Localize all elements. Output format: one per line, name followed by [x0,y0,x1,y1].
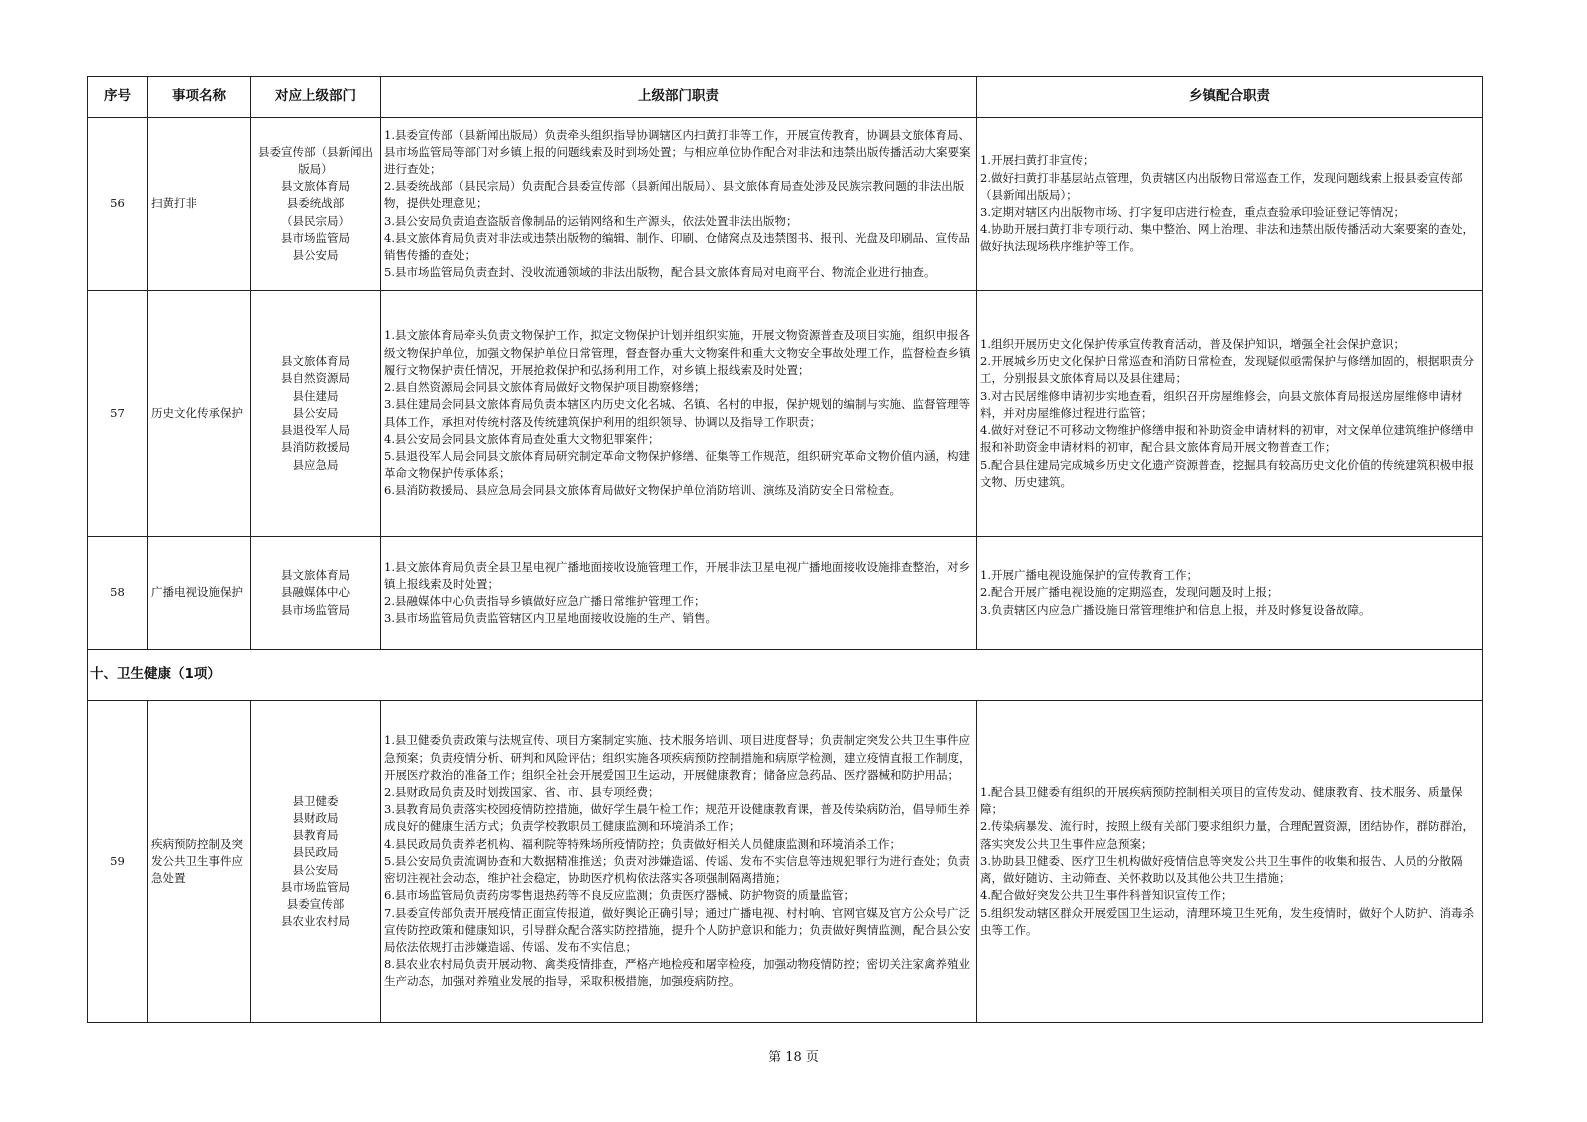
department-entry: 县财政局 [292,810,339,825]
section-title: 十、卫生健康（1项） [88,650,1483,701]
town-duty-item: 5.配合县住建局完成城乡历史文化遗产资源普查，挖掘具有较高历史文化价值的传统建筑积极申报文物、历史建筑。 [980,457,1474,489]
town-duty-item: 2.配合开展广播电视设施的定期巡查，发现问题及时上报； [980,585,1279,600]
town-duty-item: 4.配合做好突发公共卫生事件科普知识宣传工作； [980,888,1233,903]
header-duties: 上级部门职责 [381,77,977,118]
duty-item: 5.县退役军人局会同县文旅体育局研究制定革命文物保护修缮、征集等工作规范，组织研究革命文物价值内涵，构建革命文物保护传承体系； [384,448,970,481]
department-entry: 县市场监管局 [281,879,350,894]
duty-item: 1.县文旅体育局牵头负责文物保护工作，拟定文物保护计划并组织实施，开展文物资源普查及项目实施，组织申报各级文物保护单位，加强文物保护单位日常管理，督查督办重大文物案件和重大文物安全事故处理工作，监督检查乡镇履行文物保护责任情况，开展抢救保护和弘扬利用工作，对乡镇上报线索及时处置； [384,328,971,377]
superior-duties [381,291,977,537]
town-duty-item: 1.配合县卫健委有组织的开展疾病预防控制相关项目的宣传发动、健康教育、技术服务、质量保障； [980,785,1463,817]
page-number: 第 18 页 [768,1050,819,1065]
table-row [88,701,1483,1023]
town-duty-item: 3.协助县卫健委、医疗卫生机构做好疫情信息等突发公共卫生事件的收集和报告、人员的分散隔离，做好随访、主动筛查、关怀救助以及其他公共卫生措施； [980,853,1463,886]
duty-item: 4.县公安局会同县文旅体育局查处重大文物犯罪案件； [384,431,660,446]
duty-item: 1.县文旅体育局负责全县卫星电视广播地面接收设施管理工作，开展非法卫星电视广播地面接收设施排查整治，对乡镇上报线索及时处置； [384,559,970,591]
department-entry: 县委宣传部（县新闻出版局） [258,144,373,176]
town-duty-item: 4.做好对登记不可移动文物维护修缮申报和补助资金申请材料的初审，对文保单位建筑维护修缮申报和补助资金申请材料的初审，配合县文旅体育局开展文物普查工作； [980,423,1474,455]
department-entry: 县民政局 [292,845,339,860]
header-town-duties: 乡镇配合职责 [977,77,1483,118]
duty-item: 5.县公安局负责流调协查和大数据精准推送；负责对涉嫌造谣、传谣、发布不实信息等违规犯罪行为进行查处；负责密切注视社会动态，维护社会稳定，协助医疗机构依法落实各项强制隔离措施； [384,853,970,886]
department-entry: 县文旅体育局 [281,354,350,369]
row-number: 57 [88,291,148,537]
town-duty-item: 3.定期对辖区内出版物市场、打字复印店进行检查，重点查验承印验证登记等情况； [980,205,1405,219]
duty-item: 3.县市场监管局负责监管辖区内卫星地面接收设施的生产、销售。 [384,611,717,626]
department-entry: 县融媒体中心 [281,585,350,600]
duty-item: 4.县文旅体育局负责对非法或违禁出版物的编辑、制作、印刷、仓储窝点及违禁图书、报刊、光盘及印刷品、宣传品销售传播的查处； [384,230,970,262]
duty-item: 2.县委统战部（县民宗局）负责配合县委宣传部（县新闻出版局）、县文旅体育局查处涉及民族宗教问题的非法出版物，提供处理意见； [384,179,965,211]
table-header-row [88,77,1483,118]
department-entry: 县文旅体育局 [281,179,350,194]
town-duty-item: 1.组织开展历史文化保护传承宣传教育活动，普及保护知识，增强全社会保护意识； [980,337,1405,352]
header-department: 对应上级部门 [251,77,381,118]
town-duty-item: 5.组织发动辖区群众开展爱国卫生运动，清理环境卫生死角，发生疫情时，做好个人防护、消毒杀虫等工作。 [980,905,1474,937]
department-entry: 县市场监管局 [281,230,350,245]
item-name: 疾病预防控制及突发公共卫生事件应急处置 [148,701,251,1023]
table-row [88,291,1483,537]
department-entry: 县公安局 [292,862,339,877]
department-list [251,701,381,1023]
duty-item: 1.县卫健委负责政策与法规宣传、项目方案制定实施、技术服务培训、项目进度督导；负责制定突发公共卫生事件应急预案；负责疫情分析、研判和风险评估；组织实施各项疾病预防控制措施和病原学检测，建立疫情直报工作制度，开展医疗救治的准备工作；组织全社会开展爱国卫生运动，开展健康教育；储备应急药品、医疗器械和防护用品； [384,733,971,782]
duty-item: 3.县住建局会同县文旅体育局负责本辖区内历史文化名城、名镇、名村的申报，保护规划的编制与实施、监督管理等具体工作，承担对传统村落及传统建筑保护利用的组织领导、协调以及指导工作职责； [384,397,970,429]
superior-duties [381,537,977,650]
department-entry: 县应急局 [292,457,339,472]
duty-item: 7.县委宣传部负责开展疫情正面宣传报道，做好舆论正确引导；通过广播电视、村村响、官网官媒及官方公众号广泛宣传防控政策和健康知识，引导群众配合落实防控措施，提升个人防护意识和能力；负责做好舆情监测，配合县公安局依法依规打击涉嫌造谣、传谣、发布不实信息； [384,905,971,954]
department-entry: 县教育局 [292,828,339,843]
row-number: 58 [88,537,148,650]
duty-item: 2.县自然资源局会同县文旅体育局做好文物保护项目勘察修缮； [384,380,706,395]
town-duty-item: 4.协助开展扫黄打非专项行动、集中整治、网上治理、非法和违禁出版传播活动大案要案的查处，做好执法现场秩序维护等工作。 [980,222,1474,254]
row-number: 59 [88,701,148,1023]
department-list [251,291,381,537]
department-entry: 县委宣传部 [286,896,345,911]
duty-item: 6.县市场监管局负责药房零售退热药等不良反应监测；负责医疗器械、防护物资的质量监管； [384,888,855,903]
item-name: 扫黄打非 [148,118,251,291]
town-duties [977,118,1483,291]
department-list [251,537,381,650]
town-duty-item: 3.对古民居维修申请初步实地查看，组织召开房屋维修会，向县文旅体育局报送房屋维修申请材料，并对房屋维修过程进行监管； [980,388,1463,420]
department-entry: 县自然资源局 [281,371,350,386]
department-entry: （县民宗局） [281,213,350,228]
town-duty-item: 1.开展扫黄打非宣传； [980,153,1095,168]
duty-item: 2.县财政局负责及时划拨国家、省、市、县专项经费； [384,785,660,800]
table-row [88,118,1483,291]
duty-item: 3.县公安局负责追查盗版音像制品的运销网络和生产源头，依法处置非法出版物； [384,213,798,228]
department-entry: 县公安局 [292,405,339,420]
town-duties [977,291,1483,537]
row-number: 56 [88,118,148,291]
duty-item: 8.县农业农村局负责开展动物、禽类疫情排查，严格产地检疫和屠宰检疫，加强动物疫情防控；密切关注家禽养殖业生产动态，加强对养殖业发展的指导，采取积极措施，加强疫病防控。 [384,957,970,989]
duty-item: 1.县委宣传部（县新闻出版局）负责牵头组织指导协调辖区内扫黄打非等工作，开展宣传教育，协调县文旅体育局、县市场监管局等部门对乡镇上报的问题线索及时到场处置；与相应单位协作配合对非法和违禁出版传播活动大案要案进行查处； [384,127,971,176]
duty-item: 4.县民政局负责养老机构、福利院等特殊场所疫情防控；负责做好相关人员健康监测和环境消杀工作； [384,836,901,851]
department-entry: 县退役军人局 [281,423,350,438]
responsibility-table [87,76,1483,1023]
department-entry: 县农业农村局 [281,914,350,929]
town-duty-item: 2.开展城乡历史文化保护日常巡查和消防日常检查，发现疑似亟需保护与修缮加固的，根据职责分工，分别报县文旅体育局以及县住建局； [980,354,1474,386]
town-duty-item: 3.负责辖区内应急广播设施日常管理维护和信息上报，并及时修复设备故障。 [980,602,1371,617]
town-duty-item: 2.传染病暴发、流行时，按照上级有关部门要求组织力量，合理配置资源，团结协作，群防群治，落实突发公共卫生事件应急预案； [980,819,1474,851]
department-entry: 县公安局 [292,248,339,262]
table-row [88,537,1483,650]
header-item-name: 事项名称 [148,77,251,118]
header-no: 序号 [88,77,148,118]
department-entry: 县市场监管局 [281,602,350,617]
duty-item: 6.县消防救援局、县应急局会同县文旅体育局做好文物保护单位消防培训、演练及消防安全日常检查。 [384,483,901,498]
town-duty-item: 2.做好扫黄打非基层站点管理，负责辖区内出版物日常巡查工作，发现问题线索上报县委宣传部（县新闻出版局）； [980,170,1463,202]
department-entry: 县委统战部 [286,196,345,211]
superior-duties [381,701,977,1023]
town-duties [977,701,1483,1023]
item-name: 历史文化传承保护 [148,291,251,537]
town-duty-item: 1.开展广播电视设施保护的宣传教育工作； [980,568,1198,583]
department-entry: 县文旅体育局 [281,568,350,583]
duty-item: 2.县融媒体中心负责指导乡镇做好应急广播日常维护管理工作； [384,594,706,608]
town-duties [977,537,1483,650]
duty-item: 5.县市场监管局负责查封、没收流通领域的非法出版物，配合县文旅体育局对电商平台、物流企业进行抽查。 [384,265,936,280]
superior-duties [381,118,977,291]
duty-item: 3.县教育局负责落实校园疫情防控措施，做好学生晨午检工作；规范开设健康教育课，普及传染病防治，倡导师生养成良好的健康生活方式；负责学校教职员工健康监测和环境消杀工作； [384,802,970,834]
section-row [88,650,1483,701]
department-entry: 县住建局 [292,388,339,403]
item-name: 广播电视设施保护 [148,537,251,650]
department-entry: 县消防救援局 [281,440,350,455]
department-entry: 县卫健委 [292,793,339,808]
department-list [251,118,381,291]
